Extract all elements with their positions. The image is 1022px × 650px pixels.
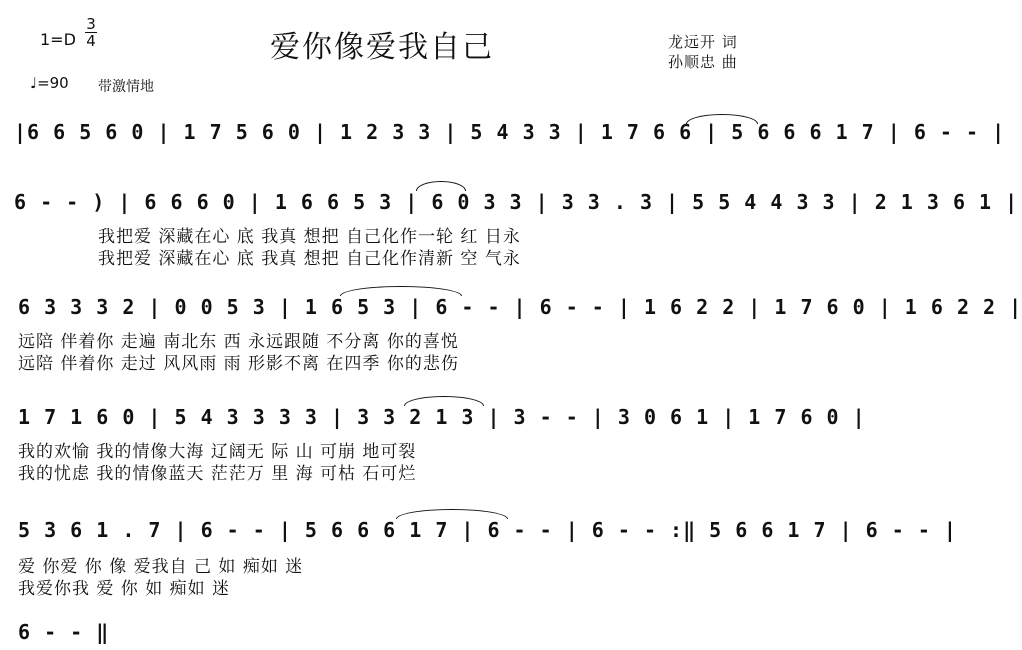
lyrics-line-4-verse-2: 我的忧虑 我的情像蓝天 茫茫万 里 海 可枯 石可烂 (18, 464, 417, 484)
lyrics-line-3-verse-2: 远陪 伴着你 走过 风风雨 雨 形影不离 在四季 你的悲伤 (18, 354, 459, 374)
notation-line-1: |6 6 5 6 0 | 1 7 5 6 0 | 1 2 3 3 | 5 4 3 3 | 1 7 6 6 | 5 6 6 6 1 7 | 6 - - | (14, 120, 1006, 144)
time-signature-top: 3 (86, 15, 96, 33)
composer-credit: 孙顺忠 曲 (668, 53, 738, 71)
lyrics-line-2-verse-2: 我把爱 深藏在心 底 我真 想把 自己化作清新 空 气永 (98, 249, 521, 269)
notation-line-3: 6 3 3 3 2 | 0 0 5 3 | 1 6 5 3 | 6 - - | 6 - - | 1 6 2 2 | 1 7 6 0 | 1 6 2 2 | (18, 295, 1022, 319)
lyrics-line-4-verse-1: 我的欢愉 我的情像大海 辽阔无 际 山 可崩 地可裂 (18, 442, 417, 462)
notation-line-5: 5 3 6 1 . 7 | 6 - - | 5 6 6 6 1 7 | 6 - - | 6 - - :‖ 5 6 6 1 7 | 6 - - | (18, 518, 957, 542)
notation-line-6: 6 - - ‖ (18, 620, 110, 644)
lyrics-line-3-verse-1: 远陪 伴着你 走遍 南北东 西 永远跟随 不分离 你的喜悦 (18, 332, 459, 352)
tempo-marking: ♩=90 (30, 74, 69, 92)
credits (668, 32, 738, 72)
notation-line-4: 1 7 1 6 0 | 5 4 3 3 3 3 | 3 3 2 1 3 | 3 - - | 3 0 6 1 | 1 7 6 0 | (18, 405, 866, 429)
expression-marking: 带激情地 (98, 79, 154, 95)
notation-line-2: 6 - - ) | 6 6 6 0 | 1 6 6 5 3 | 6 0 3 3 | 3 3 . 3 | 5 5 4 4 3 3 | 2 1 3 6 1 | (14, 190, 1019, 214)
time-signature-bottom: 4 (86, 32, 96, 50)
lyricist-credit: 龙远开 词 (668, 33, 738, 51)
time-signature (84, 16, 98, 49)
key-signature: 1=D (40, 30, 76, 49)
lyrics-line-2-verse-1: 我把爱 深藏在心 底 我真 想把 自己化作一轮 红 日永 (98, 227, 521, 247)
lyrics-line-5-verse-2: 我爱你我 爱 你 如 痴如 迷 (18, 579, 231, 599)
song-title: 爱你像爱我自己 (270, 30, 494, 65)
lyrics-line-5-verse-1: 爱 你爱 你 像 爱我自 己 如 痴如 迷 (18, 557, 304, 577)
